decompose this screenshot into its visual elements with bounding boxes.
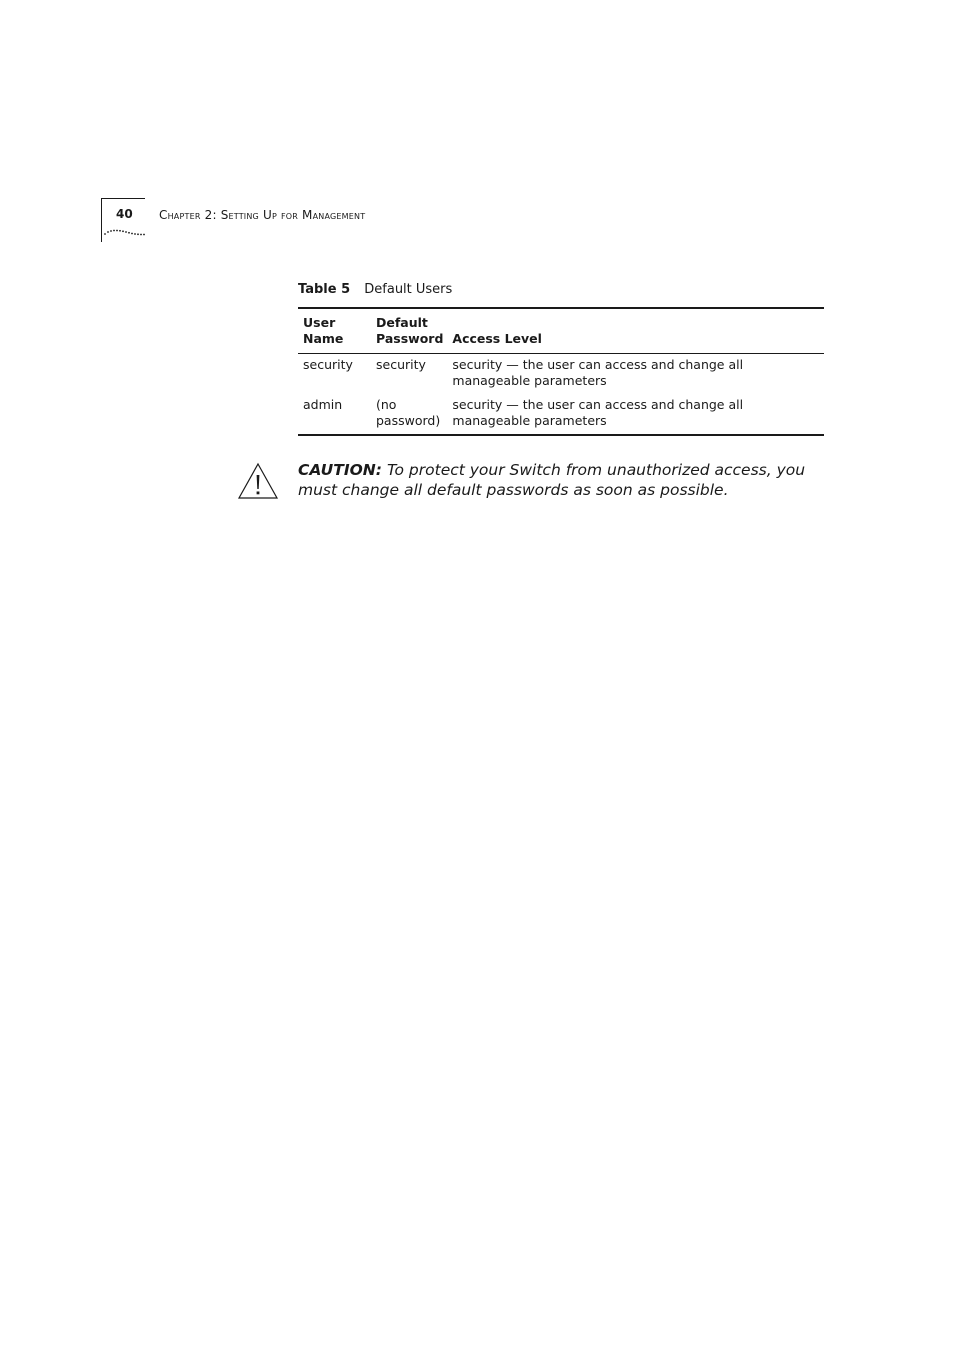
cell-default-password: (no password) bbox=[376, 397, 441, 428]
table-row bbox=[298, 354, 824, 395]
table-caption-title: Default Users bbox=[364, 282, 453, 297]
table-row bbox=[298, 394, 824, 435]
cell-access-level: security — the user can access and change all manageable parameters bbox=[452, 357, 744, 388]
caution-label: CAUTION: bbox=[298, 461, 382, 479]
caution-note bbox=[298, 460, 828, 500]
cell-user-name: security bbox=[303, 357, 353, 372]
dotted-arc-icon bbox=[103, 226, 147, 238]
column-header-user-name: User Name bbox=[303, 315, 344, 346]
column-header-access-level: Access Level bbox=[452, 331, 542, 346]
table-caption-label: Table 5 bbox=[298, 282, 351, 297]
table-header-row bbox=[298, 308, 824, 354]
header-box-vertical-rule bbox=[101, 198, 102, 242]
chapter-title: Chapter 2: Setting Up for Management bbox=[159, 208, 366, 222]
cell-access-level: security — the user can access and change all manageable parameters bbox=[452, 397, 744, 428]
page-number-box bbox=[101, 198, 145, 242]
header-box-horizontal-rule bbox=[101, 198, 145, 199]
cell-user-name: admin bbox=[303, 397, 343, 412]
column-header-default-password: Default Password bbox=[376, 315, 444, 346]
caution-message: To protect your Switch from unauthorized access, you must change all default passwords as soon as possible. bbox=[298, 461, 806, 499]
cell-default-password: security bbox=[376, 357, 426, 372]
warning-triangle-icon bbox=[237, 462, 279, 500]
default-users-table bbox=[298, 307, 824, 436]
page-number: 40 bbox=[116, 207, 133, 221]
page-header bbox=[101, 198, 501, 244]
table-caption bbox=[298, 282, 452, 297]
